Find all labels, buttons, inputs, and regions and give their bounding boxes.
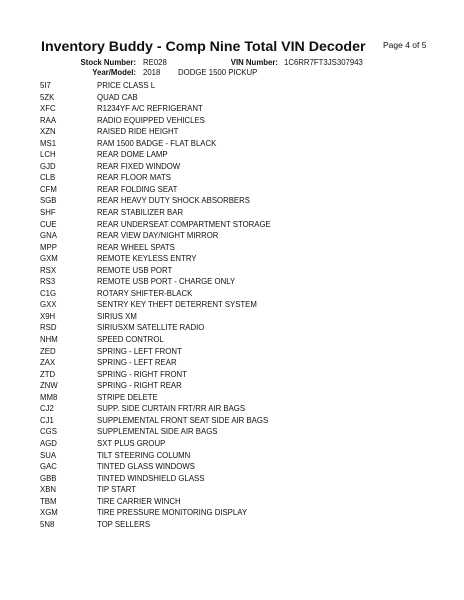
option-description: RADIO EQUIPPED VEHICLES (97, 115, 205, 125)
stock-number-label: Stock Number: (80, 58, 136, 67)
list-item (0, 484, 464, 496)
option-code: XBN (40, 485, 57, 495)
option-code: GXM (40, 254, 58, 264)
option-description: SUPPLEMENTAL FRONT SEAT SIDE AIR BAGS (97, 415, 269, 425)
option-description: SUPPLEMENTAL SIDE AIR BAGS (97, 427, 218, 437)
option-code: X9H (40, 311, 56, 321)
option-description: TINTED GLASS WINDOWS (97, 462, 195, 472)
option-code: MS1 (40, 138, 57, 148)
option-code: GJD (40, 161, 56, 171)
option-description: TILT STEERING COLUMN (97, 450, 191, 460)
option-code: CLB (40, 173, 56, 183)
option-code: CJ1 (40, 415, 54, 425)
option-description: QUAD CAB (97, 92, 138, 102)
option-description: STRIPE DELETE (97, 392, 158, 402)
option-description: SUPP. SIDE CURTAIN FRT/RR AIR BAGS (97, 404, 246, 414)
list-item (0, 103, 464, 115)
list-item (0, 138, 464, 150)
option-code: CUE (40, 219, 57, 229)
year-value: 2018 (143, 68, 161, 77)
option-code: CFM (40, 184, 57, 194)
option-description: SPRING - RIGHT FRONT (97, 369, 187, 379)
option-description: TOP SELLERS (97, 519, 151, 529)
list-item (0, 519, 464, 531)
option-code: RSX (40, 265, 57, 275)
page-title: Inventory Buddy - Comp Nine Total VIN Decoder (41, 39, 366, 55)
option-description: TINTED WINDSHIELD GLASS (97, 473, 205, 483)
list-item (0, 276, 464, 288)
option-description: ROTARY SHIFTER-BLACK (97, 288, 193, 298)
list-item (0, 80, 464, 92)
list-item (0, 322, 464, 334)
list-item (0, 253, 464, 265)
list-item (0, 230, 464, 242)
option-description: SIRIUS XM (97, 311, 137, 321)
list-item (0, 184, 464, 196)
option-description: SPRING - RIGHT REAR (97, 381, 182, 391)
option-description: REMOTE KEYLESS ENTRY (97, 254, 197, 264)
vin-number-value: 1C6RR7FT3JS307943 (284, 58, 363, 67)
list-item (0, 450, 464, 462)
option-description: REAR DOME LAMP (97, 150, 168, 160)
list-item (0, 461, 464, 473)
list-item (0, 357, 464, 369)
list-item (0, 288, 464, 300)
option-code: CGS (40, 427, 57, 437)
list-item (0, 299, 464, 311)
option-code: 5ZK (40, 92, 55, 102)
option-code: SHF (40, 208, 56, 218)
option-code: NHM (40, 335, 58, 345)
option-description: REAR WHEEL SPATS (97, 242, 175, 252)
list-item (0, 115, 464, 127)
option-code: TBM (40, 496, 57, 506)
option-description: SXT PLUS GROUP (97, 438, 166, 448)
list-item (0, 126, 464, 138)
option-description: REAR FLOOR MATS (97, 173, 171, 183)
option-description: TIP START (97, 485, 136, 495)
option-description: PRICE CLASS L (97, 81, 156, 90)
option-code: XGM (40, 508, 58, 518)
list-item (0, 380, 464, 392)
option-code: C1G (40, 288, 57, 298)
option-description: REAR UNDERSEAT COMPARTMENT STORAGE (97, 219, 271, 229)
list-item (0, 242, 464, 254)
list-item (0, 219, 464, 231)
list-item (0, 426, 464, 438)
option-code: GNA (40, 231, 57, 241)
option-code: MPP (40, 242, 57, 252)
option-code: ZTD (40, 369, 56, 379)
list-item (0, 265, 464, 277)
option-code: GBB (40, 473, 57, 483)
option-code: ZED (40, 346, 56, 356)
option-code: RS3 (40, 277, 56, 287)
year-model-label: Year/Model: (92, 68, 136, 77)
list-item (0, 334, 464, 346)
option-description: REAR HEAVY DUTY SHOCK ABSORBERS (97, 196, 250, 206)
list-item (0, 195, 464, 207)
option-description: REAR VIEW DAY/NIGHT MIRROR (97, 231, 219, 241)
option-description: REAR FIXED WINDOW (97, 161, 181, 171)
option-description: TIRE CARRIER WINCH (97, 496, 181, 506)
option-code: XZN (40, 127, 56, 137)
option-description: REMOTE USB PORT (97, 265, 173, 275)
option-code: 5I7 (40, 81, 51, 90)
option-code: RAA (40, 115, 57, 125)
list-item (0, 496, 464, 508)
vin-number-label: VIN Number: (230, 58, 278, 67)
option-code: RSD (40, 323, 57, 333)
list-item (0, 161, 464, 173)
option-code: CJ2 (40, 404, 54, 414)
list-item (0, 369, 464, 381)
option-description: RAM 1500 BADGE - FLAT BLACK (97, 138, 217, 148)
list-item (0, 149, 464, 161)
option-description: SPRING - LEFT REAR (97, 358, 177, 368)
list-item (0, 507, 464, 519)
option-description: TIRE PRESSURE MONITORING DISPLAY (97, 508, 248, 518)
option-code: GAC (40, 462, 57, 472)
stock-number-value: RE028 (143, 58, 167, 67)
option-description: REAR STABILIZER BAR (97, 208, 184, 218)
list-item (0, 172, 464, 184)
option-description: R1234YF A/C REFRIGERANT (97, 104, 203, 114)
model-value: DODGE 1500 PICKUP (178, 68, 258, 77)
list-item (0, 207, 464, 219)
option-code: ZAX (40, 358, 56, 368)
option-code: ZNW (40, 381, 58, 391)
list-item (0, 346, 464, 358)
option-description: RAISED RIDE HEIGHT (97, 127, 179, 137)
option-code: SUA (40, 450, 57, 460)
option-code: GXX (40, 300, 57, 310)
list-item (0, 403, 464, 415)
list-item (0, 311, 464, 323)
list-item (0, 438, 464, 450)
option-code: XFC (40, 104, 56, 114)
option-description: SIRIUSXM SATELLITE RADIO (97, 323, 205, 333)
option-description: REAR FOLDING SEAT (97, 184, 178, 194)
option-code-list (0, 80, 464, 530)
option-description: SPRING - LEFT FRONT (97, 346, 182, 356)
option-description: REMOTE USB PORT - CHARGE ONLY (97, 277, 236, 287)
option-description: SENTRY KEY THEFT DETERRENT SYSTEM (97, 300, 257, 310)
option-description: SPEED CONTROL (97, 335, 164, 345)
option-code: LCH (40, 150, 56, 160)
list-item (0, 92, 464, 104)
option-code: MM8 (40, 392, 58, 402)
page-number: Page 4 of 5 (383, 40, 427, 50)
option-code: 5N8 (40, 519, 55, 529)
option-code: SGB (40, 196, 57, 206)
list-item (0, 392, 464, 404)
list-item (0, 473, 464, 485)
list-item (0, 415, 464, 427)
option-code: AGD (40, 438, 57, 448)
